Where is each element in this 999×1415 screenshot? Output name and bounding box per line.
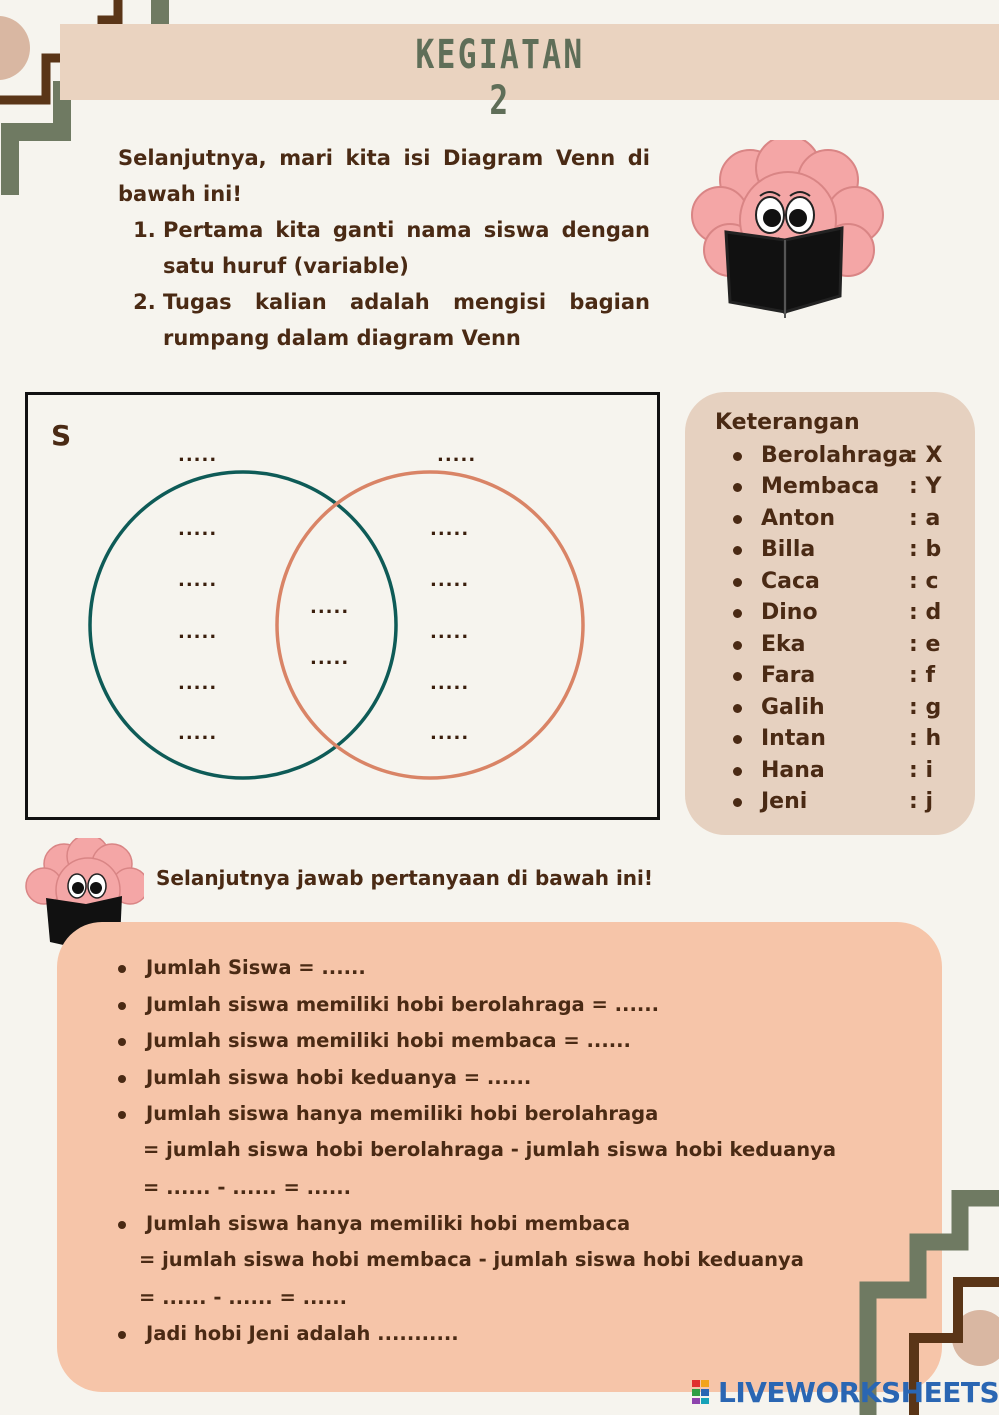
right-only-blank[interactable]: ..... bbox=[430, 622, 470, 643]
bullet-icon bbox=[733, 735, 742, 744]
brain-reading-mascot-icon bbox=[690, 140, 885, 320]
questions-card bbox=[57, 922, 942, 1392]
right-only-blank[interactable]: ..... bbox=[430, 519, 470, 540]
legend-code: : f bbox=[909, 663, 936, 688]
legend-code: : h bbox=[909, 726, 942, 751]
question-text[interactable]: Jadi hobi Jeni adalah ........... bbox=[146, 1322, 459, 1345]
brand-wordmark: LIVEWORKSHEETS bbox=[718, 1376, 999, 1409]
question-answer-blank[interactable]: = ...... - ...... = ...... bbox=[139, 1286, 348, 1309]
legend-code: : Y bbox=[909, 474, 942, 499]
intersection-blank[interactable]: ..... bbox=[310, 648, 350, 669]
bullet-icon bbox=[733, 798, 742, 807]
bullet-icon bbox=[733, 578, 742, 587]
question-item bbox=[146, 1322, 459, 1345]
bullet-icon bbox=[118, 1221, 126, 1229]
legend-code: : b bbox=[909, 537, 942, 562]
left-only-blank[interactable]: ..... bbox=[178, 723, 218, 744]
legend-name: Eka bbox=[761, 632, 806, 657]
legend-name: Intan bbox=[761, 726, 826, 751]
bullet-icon bbox=[733, 452, 742, 461]
legend-code: : i bbox=[909, 758, 933, 783]
legend-name: Membaca bbox=[761, 474, 880, 499]
question-text[interactable]: Jumlah Siswa = ...... bbox=[146, 956, 366, 979]
bullet-icon bbox=[733, 767, 742, 776]
right-only-blank[interactable]: ..... bbox=[430, 673, 470, 694]
bullet-icon bbox=[118, 1002, 126, 1010]
bullet-icon bbox=[733, 483, 742, 492]
questions-prompt: Selanjutnya jawab pertanyaan di bawah ini! bbox=[156, 866, 654, 890]
bullet-icon bbox=[118, 1075, 126, 1083]
question-item bbox=[146, 1029, 631, 1052]
legend-card bbox=[685, 392, 975, 835]
legend-name: Fara bbox=[761, 663, 816, 688]
legend-name: Hana bbox=[761, 758, 825, 783]
left-only-blank[interactable]: ..... bbox=[178, 519, 218, 540]
question-text: Jumlah siswa hanya memiliki hobi berolahraga bbox=[146, 1102, 659, 1125]
left-only-blank[interactable]: ..... bbox=[178, 673, 218, 694]
legend-code: : c bbox=[909, 569, 939, 594]
question-item bbox=[146, 1102, 658, 1125]
set-x-label-blank[interactable]: ..... bbox=[178, 445, 218, 466]
page-title: KEGIATAN 2 bbox=[415, 32, 585, 124]
legend-code: : a bbox=[909, 506, 941, 531]
universe-label: S bbox=[51, 419, 72, 452]
left-only-blank[interactable]: ..... bbox=[178, 570, 218, 591]
legend-code: : X bbox=[909, 443, 943, 468]
question-text[interactable]: Jumlah siswa memiliki hobi membaca = ...... bbox=[146, 1029, 631, 1052]
legend-name: Jeni bbox=[761, 789, 808, 814]
legend-name: Galih bbox=[761, 695, 825, 720]
question-item bbox=[146, 956, 366, 979]
bullet-icon bbox=[118, 1331, 126, 1339]
bullet-icon bbox=[733, 704, 742, 713]
liveworksheets-logo-icon bbox=[692, 1380, 718, 1404]
legend-name: Caca bbox=[761, 569, 820, 594]
bullet-icon bbox=[118, 965, 126, 973]
legend-code: : g bbox=[909, 695, 942, 720]
question-formula: = jumlah siswa hobi berolahraga - jumlah siswa hobi keduanya bbox=[143, 1138, 836, 1161]
bullet-icon bbox=[118, 1038, 126, 1046]
intro-instructions bbox=[118, 140, 650, 356]
set-x-circle bbox=[90, 472, 396, 778]
bullet-icon bbox=[118, 1111, 126, 1119]
intro-paragraph: Selanjutnya, mari kita isi Diagram Venn di bawah ini! bbox=[118, 146, 650, 206]
legend-name: Dino bbox=[761, 600, 818, 625]
left-only-blank[interactable]: ..... bbox=[178, 622, 218, 643]
legend-code: : e bbox=[909, 632, 941, 657]
legend-code: : d bbox=[909, 600, 942, 625]
right-only-blank[interactable]: ..... bbox=[430, 570, 470, 591]
step-item: 2. Tugas kalian adalah mengisi bagian rumpang dalam diagram Venn bbox=[163, 284, 650, 356]
legend-name: Billa bbox=[761, 537, 816, 562]
legend-name: Anton bbox=[761, 506, 835, 531]
question-text[interactable]: Jumlah siswa memiliki hobi berolahraga = ...... bbox=[146, 993, 660, 1016]
step-item: 1. Pertama kita ganti nama siswa dengan satu huruf (variable) bbox=[163, 212, 650, 284]
bullet-icon bbox=[733, 609, 742, 618]
question-formula: = jumlah siswa hobi membaca - jumlah siswa hobi keduanya bbox=[139, 1248, 804, 1271]
question-text[interactable]: Jumlah siswa hobi keduanya = ...... bbox=[146, 1066, 532, 1089]
steps-list bbox=[118, 212, 650, 356]
bullet-icon bbox=[733, 546, 742, 555]
intersection-blank[interactable]: ..... bbox=[310, 597, 350, 618]
legend-name: Berolahraga bbox=[761, 443, 913, 468]
legend-title: Keterangan bbox=[715, 410, 860, 435]
legend-code: : j bbox=[909, 789, 933, 814]
right-only-blank[interactable]: ..... bbox=[430, 723, 470, 744]
question-item bbox=[146, 1066, 531, 1089]
question-text: Jumlah siswa hanya memiliki hobi membaca bbox=[146, 1212, 631, 1235]
bullet-icon bbox=[733, 641, 742, 650]
venn-diagram-frame bbox=[25, 392, 660, 820]
question-item bbox=[146, 1212, 630, 1235]
bullet-icon bbox=[733, 672, 742, 681]
set-y-label-blank[interactable]: ..... bbox=[437, 445, 477, 466]
bullet-icon bbox=[733, 515, 742, 524]
question-item bbox=[146, 993, 659, 1016]
question-answer-blank[interactable]: = ...... - ...... = ...... bbox=[143, 1176, 352, 1199]
